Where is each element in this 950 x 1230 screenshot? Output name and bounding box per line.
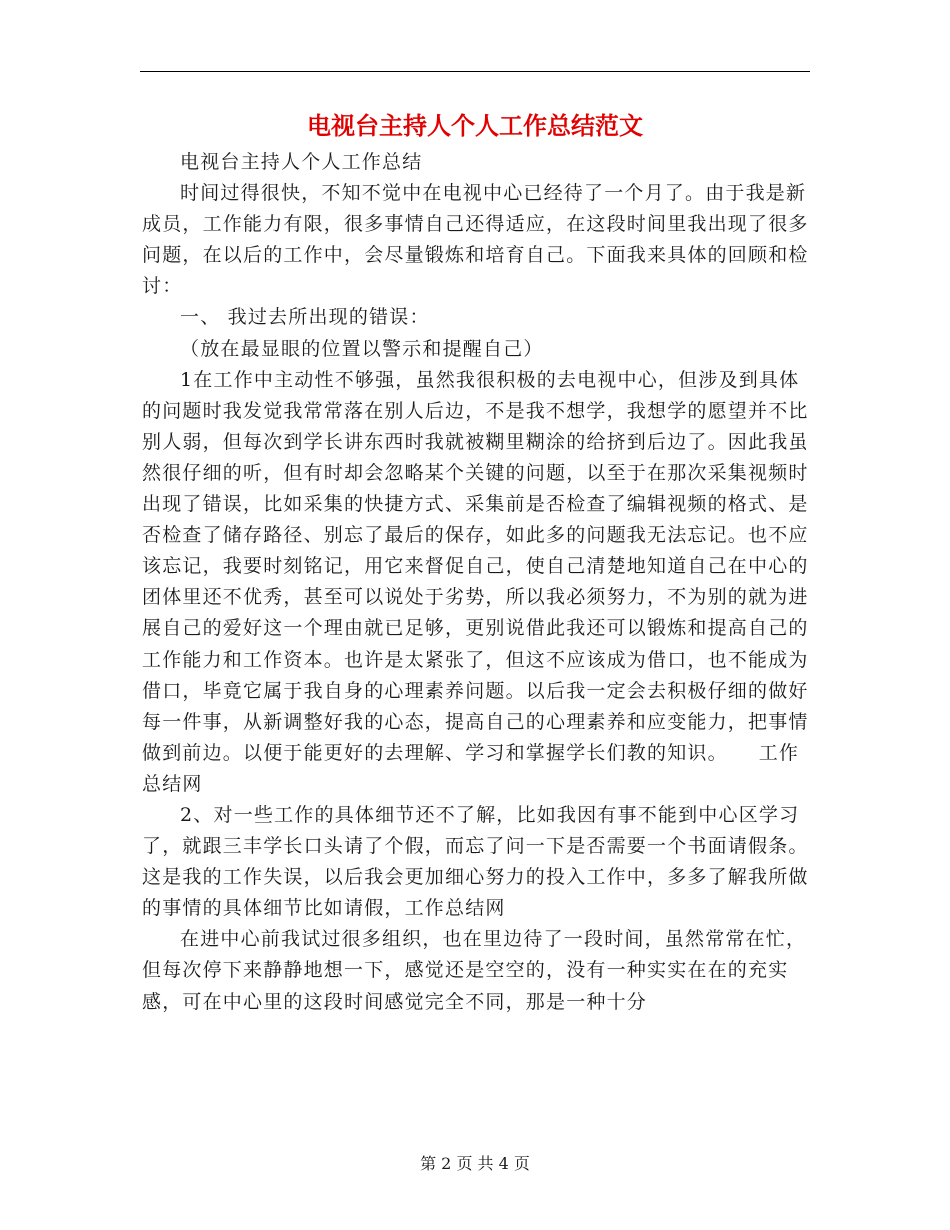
paragraph-reflection: 在进中心前我试过很多组织，也在里边待了一段时间，虽然常常在忙，但每次停下来静静地想一下，感觉还是空空的，没有一种实实在在的充实感，可在中心里的这段时间感觉完全不同，那是一种十分	[142, 928, 807, 1013]
paragraph-intro: 时间过得很快，不知不觉中在电视中心已经待了一个月了。由于我是新成员，工作能力有限，很多事情自己还得适应，在这段时间里我出现了很多问题，在以后的工作中，会尽量锻炼和培育自己。下面我来具体的回顾和检讨：	[142, 182, 809, 298]
paragraph-item-1: 1在工作中主动性不够强，虽然我很积极的去电视中心，但涉及到具体的问题时我发觉我常常落在别人后边，不是我不想学，我想学的愿望并不比别人弱，但每次到学长讲东西时我就被糊里糊涂的给挤到后边了。因此我虽然很仔细的听，但有时却会忽略某个关键的问题，以至于在那次采集视频时出现了错误，比如采集的快捷方式、采集前是否检查了编辑视频的格式、是否检查了储存路径、别忘了最后的保存，如此多的问题我无法忘记。也不应该忘记，我要时刻铭记，用它来督促自己，使自己清楚地知道自己在中心的团体里还不优秀，甚至可以说处于劣势，所以我必须努力，不为别的就为进展自己的爱好这一个理由就已足够，更别说借此我还可以锻炼和提高自己的工作能力和工作资本。也许是太紧张了，但这不应该成为借口，也不能成为借口，毕竟它属于我自身的心理素养问题。以后我一定会去积极仔细的做好每一件事，从新调整好我的心态，提高自己的心理素养和应变能力，把事情做到前边。以便于能更好的去理解、学习和掌握学长们教的知识。 工作总结网	[142, 368, 809, 795]
document-title: 电视台主持人个人工作总结范文	[307, 112, 643, 140]
document-body	[142, 147, 810, 1018]
header-rule	[140, 71, 810, 72]
paragraph-note: （放在最显眼的位置以警示和提醒自己）	[180, 337, 544, 360]
paragraph-subtitle: 电视台主持人个人工作总结	[180, 151, 423, 173]
page-number-footer: 第 2 页 共 4 页	[420, 1154, 530, 1173]
paragraph-section-heading: 一、 我过去所出现的错误：	[180, 306, 430, 329]
paragraph-item-2: 2、对一些工作的具体细节还不了解，比如我因有事不能到中心区学习了，就跟三丰学长口头请了个假，而忘了问一下是否需要一个书面请假条。这是我的工作失误，以后我会更加细心努力的投入工作中，多多了解我所做的事情的具体细节比如请假，工作总结网	[142, 803, 809, 920]
